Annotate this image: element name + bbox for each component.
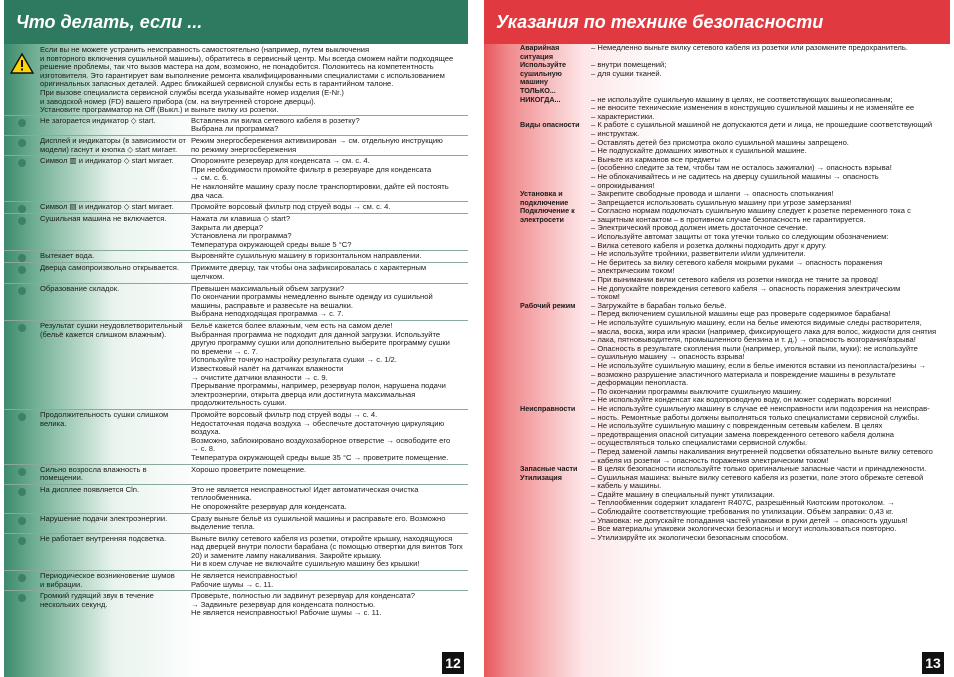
remedy-cell <box>191 514 468 533</box>
bullet-icon <box>18 205 26 213</box>
symptom-text: Дисплей и индикаторы (в зависимости от <box>40 135 187 145</box>
safety-text <box>591 405 950 465</box>
remedy-cell <box>191 321 468 409</box>
symptom-cell <box>40 284 191 320</box>
safety-line: – не вносите технические изменения в конструкцию сушильной машины и не изменяйте ее <box>591 103 915 113</box>
row-bullet <box>4 202 40 213</box>
safety-label: Аварийная ситуация <box>520 43 560 61</box>
intro-line: Установите программатор на Off (Выкл.) и выньте вилку из розетки. <box>40 105 279 115</box>
table-row <box>4 320 468 409</box>
safety-row <box>484 207 950 302</box>
row-bullet <box>4 465 40 484</box>
bullet-icon <box>18 254 26 262</box>
safety-line: – Теплообменник содержит хладагент R407C, разрешённый Киотским протоколом. → <box>591 498 895 508</box>
safety-line: – Перед включением сушильной машины еще раз проверьте содержимое барабана! <box>591 309 891 319</box>
safety-label: Запасные части <box>520 464 578 474</box>
bullet-icon <box>18 217 26 225</box>
safety-text <box>591 121 950 190</box>
symptom-cell <box>40 251 191 262</box>
remedy-cell <box>191 534 468 570</box>
intro-line: При вызове специалиста сервисной службы всегда указывайте номер изделия (E-Nr.) <box>40 87 344 97</box>
symptom-text: Вытекает вода. <box>40 251 95 261</box>
safety-line: – характеристики. <box>591 111 655 121</box>
safety-line: – защитным контактом – в противном случае безопасность не гарантируется. <box>591 214 866 224</box>
symptom-cell <box>40 156 191 201</box>
safety-line: – Не беритесь за вилку сетевого кабеля мокрыми руками → опасность поражения <box>591 257 883 267</box>
safety-row <box>484 302 950 405</box>
safety-line: – возможно разрушение эластичного материала и повреждение машины в результате <box>591 369 896 379</box>
safety-line: – Не используйте тройники, разветвители и/или удлинители. <box>591 249 806 259</box>
symptom-cell <box>40 514 191 533</box>
symptom-text: Результат сушки неудовлетворительный <box>40 321 183 331</box>
remedy-cell <box>191 202 468 213</box>
safety-line: – Не используйте сушильную машину с поврежденным сетевым кабелем. В целях <box>591 421 883 431</box>
safety-line: – Все материалы упаковки экологически безопасны и могут использоваться повторно. <box>591 524 897 534</box>
remedy-cell <box>191 214 468 250</box>
bullet-icon <box>18 119 26 127</box>
page-left <box>4 0 468 677</box>
remedy-cell <box>191 465 468 484</box>
safety-row <box>484 44 950 61</box>
remedy-text: Прижмите дверцу, так чтобы она зафиксировалась с характерным <box>191 263 427 273</box>
safety-label: НИКОГДА... <box>520 94 561 104</box>
remedy-text: Ни в коем случае не включайте сушильную машину без крышки! <box>191 559 420 569</box>
safety-label: Виды опасности <box>520 120 580 130</box>
safety-line: – сушильную машину → опасность взрыва! <box>591 352 745 362</box>
safety-line: – Не допускайте повреждения сетевого кабеля → опасность поражения электрическим <box>591 283 901 293</box>
safety-row <box>484 121 950 190</box>
row-bullet <box>4 136 40 155</box>
safety-line: – осуществляться только специалистами сервисной службы. <box>591 438 808 448</box>
safety-line: – Соблюдайте соответствующие требования по утилизации. Объём заправки: 0,43 кг. <box>591 507 894 517</box>
symptom-text: Сильно возросла влажность в <box>40 464 147 474</box>
intro-block <box>4 44 468 115</box>
safety-line: – Оставлять детей без присмотра около сушильной машины запрещено. <box>591 137 849 147</box>
safety-text <box>591 190 950 207</box>
table-row <box>4 409 468 464</box>
remedy-text: Установлена ли программа? <box>191 231 292 241</box>
symptom-cell <box>40 116 191 135</box>
safety-line: – для сушки тканей. <box>591 68 662 78</box>
safety-label: Неисправности <box>520 403 576 413</box>
safety-line: – предотвращения опасной ситуации замена поврежденного сетевого кабеля должна <box>591 429 895 439</box>
safety-row <box>484 190 950 207</box>
symptom-text: Образование складок. <box>40 283 120 293</box>
bullet-icon <box>18 266 26 274</box>
safety-label: Утилизация <box>520 472 562 482</box>
safety-label: Используйте сушильную машину ТОЛЬКО... <box>520 60 567 95</box>
symptom-cell <box>40 214 191 250</box>
table-row <box>4 283 468 320</box>
remedy-text: Закрыта ли дверца? <box>191 222 263 232</box>
safety-row <box>484 474 950 543</box>
safety-text <box>591 207 950 302</box>
remedy-text: Превышен максимальный объем загрузки? <box>191 283 345 293</box>
intro-line: и заводской номер (FD) вашего прибора (см. на внутренней стороне дверцы). <box>40 96 316 106</box>
safety-line: – Не используйте сушильную машину, если на белье имеются видимые следы растворителя, <box>591 318 922 327</box>
right-page-title: Указания по технике безопасности <box>484 0 950 44</box>
intro-text <box>40 46 468 115</box>
safety-line: – Используйте автомат защиты от тока утечки только со следующим обозначением: <box>591 232 889 242</box>
remedy-text: Промойте ворсовый фильтр под струей воды → с. 4. <box>191 409 378 419</box>
symptom-text: нескольких секунд. <box>40 599 108 609</box>
remedy-text: Не опорожняйте резервуар для конденсата. <box>191 501 347 511</box>
safety-text <box>591 302 950 405</box>
remedy-text: над дверцей внутри полости барабана (с помощью отвертки для винтов Torx <box>191 542 463 552</box>
remedy-text: 20) и замените лампу накаливания. Закройте крышку. <box>191 550 382 560</box>
remedy-text: При необходимости промойте фильтр в резервуаре для конденсата <box>191 164 432 174</box>
troubleshooting-table <box>4 115 468 619</box>
safety-row <box>484 61 950 95</box>
safety-text <box>591 474 950 543</box>
symptom-text: модели) гаснут и кнопка ◇ start мигает. <box>40 144 178 154</box>
bullet-icon <box>18 517 26 525</box>
remedy-text: → см. с. 6. <box>191 173 229 183</box>
safety-label: Подключение к электросети <box>520 206 575 224</box>
row-bullet <box>4 571 40 590</box>
table-row <box>4 201 468 213</box>
remedy-text: Не наклоняйте машину сразу после транспортировки, дайте ей постоять <box>191 181 449 191</box>
intro-line: оригинальных запасных деталей. Адрес ближайшей сервисной службы есть в гарантийном талоне. <box>40 79 394 89</box>
safety-line: – В целях безопасности используйте только оригинальные запасные части и принадлежности. <box>591 464 927 474</box>
remedy-text: другую программу сушки или дополнительно выберите программу сушки <box>191 338 450 348</box>
remedy-text: щелчком. <box>191 272 225 282</box>
remedy-text: Выбрана ли программа? <box>191 124 279 134</box>
safety-row <box>484 405 950 465</box>
remedy-cell <box>191 284 468 320</box>
safety-line: – Согласно нормам подключать сушильную машину следует к розетке переменного тока с <box>591 206 911 216</box>
symptom-cell <box>40 591 191 619</box>
remedy-text: Возможно, заблокировано воздухозаборное отверстие → освободите его <box>191 435 451 445</box>
table-row <box>4 513 468 533</box>
remedy-text: Температура окружающей среды выше 5 °С? <box>191 239 352 249</box>
remedy-text: → очистите датчики влажности → с. 9. <box>191 372 328 382</box>
safety-line: – не используйте сушильную машину в целях, не соответствующих вышеописанным; <box>591 94 893 104</box>
row-bullet <box>4 485 40 513</box>
safety-line: – По окончании программы выключите сушильную машину. <box>591 386 802 396</box>
symptom-text: Символ ▤ и индикатор ◇ start мигает. <box>40 202 174 212</box>
remedy-text: Прерывание программы, например, резервуар полон, нарушена подачи <box>191 381 446 391</box>
remedy-text: два часа. <box>191 190 225 200</box>
troubleshooting-section <box>4 44 468 619</box>
safety-line: – электрическим током! <box>591 266 675 276</box>
safety-line: – При вынимании вилки сетевого кабеля из розетки никогда не тяните за провод! <box>591 275 879 285</box>
remedy-text: Выбрана неподходящая программа → с. 7. <box>191 309 344 319</box>
remedy-text: → Задвиньте резервуар для конденсата полностью. <box>191 599 376 609</box>
remedy-text: Недостаточная подача воздуха → обеспечьте достаточную циркуляцию <box>191 418 445 428</box>
symptom-cell <box>40 534 191 570</box>
symptom-text: (бельё кажется слишком влажным). <box>40 329 167 339</box>
safety-line: – кабеля из розетки → опасность поражения электрическим током! <box>591 455 829 465</box>
safety-line: – Не используйте сушильную машину в случае её неисправности или подозрения на неисправ- <box>591 403 930 413</box>
symptom-cell <box>40 321 191 409</box>
bullet-icon <box>18 594 26 602</box>
remedy-text: воздуха. <box>191 427 221 437</box>
safety-line: – Не облокачивайтесь и не садитесь на дверцу сушильной машины → опасность <box>591 171 879 181</box>
remedy-text: Рабочие шумы → с. 11. <box>191 579 274 589</box>
safety-line: – (особенно следите за тем, чтобы там не осталось зажигалки) → опасность взрыва! <box>591 163 892 173</box>
remedy-text: Выровняйте сушильную машину в горизонтальном направлении. <box>191 251 422 261</box>
bullet-icon <box>18 324 26 332</box>
remedy-text: Режим энергосбережения активизирован → см. отдельную инструкцию <box>191 135 443 145</box>
symptom-text: На дисплее появляется Cln. <box>40 484 140 494</box>
safety-line: – Перед заменой лампы накаливания внутренней подсветки обязательно выньте вилку сетевого <box>591 446 933 456</box>
remedy-text: машины, расправьте и развесьте на вешалки. <box>191 300 353 310</box>
symptom-text: Символ ▥ и индикатор ◇ start мигает. <box>40 156 174 166</box>
safety-line: – лака, пятновыводителя, промышленного бензина и т. д.) → опасность возгорания/взрыва! <box>591 335 916 345</box>
symptom-cell <box>40 485 191 513</box>
remedy-text: По окончании программы немедленно выньте одежду из сушильной <box>191 292 433 302</box>
remedy-text: Выбранная программа не подходит для данной загрузки. Используйте <box>191 329 441 339</box>
intro-line: Если вы не можете устранить неисправность самостоятельно (например, путем выключения <box>40 45 370 54</box>
remedy-text: Это не является неисправностью! Идет автоматическая очистка <box>191 484 419 494</box>
safety-line: – Загружайте в барабан только бельё. <box>591 300 727 310</box>
intro-line: и повторного включения сушильной машины), обратитесь в сервисный центр. Мы всегда сможем найти подходящее <box>40 53 454 63</box>
remedy-text: электроэнергии, открыта дверца или достигнута максимальная <box>191 389 416 399</box>
remedy-text: Хорошо проветрите помещение. <box>191 464 307 474</box>
remedy-text: Не является неисправностью! Рабочие шумы → с. 11. <box>191 608 382 618</box>
remedy-text: по режиму энергосбережения <box>191 144 297 154</box>
safety-label: Установка и подключение <box>520 189 569 207</box>
safety-line: – опрокидывания! <box>591 180 655 190</box>
remedy-text: по времени → с. 7. <box>191 346 258 356</box>
page-number: 12 <box>442 652 464 674</box>
remedy-text: Выньте вилку сетевого кабеля из розетки, откройте крышку, находящуюся <box>191 533 453 543</box>
remedy-text: продолжительность сушки. <box>191 398 287 408</box>
remedy-text: Бельё кажется более влажным, чем есть на самом деле! <box>191 321 393 331</box>
page-right <box>484 0 950 677</box>
symptom-text: Периодическое возникновение шумов <box>40 571 175 581</box>
symptom-cell <box>40 136 191 155</box>
remedy-text: выделение тепла. <box>191 522 255 532</box>
row-bullet <box>4 156 40 201</box>
row-bullet <box>4 284 40 320</box>
symptom-text: помещении. <box>40 473 83 483</box>
safety-line: – инструктаж. <box>591 128 640 138</box>
remedy-text: Температура окружающей среды выше 35 °С → проветрите помещение. <box>191 452 449 462</box>
bullet-icon <box>18 287 26 295</box>
remedy-cell <box>191 485 468 513</box>
table-row <box>4 135 468 155</box>
remedy-cell <box>191 263 468 282</box>
table-row <box>4 115 468 135</box>
remedy-cell <box>191 571 468 590</box>
safety-line: – кабель у машины. <box>591 481 662 491</box>
symptom-text: велика. <box>40 418 67 428</box>
safety-line: – Утилизируйте их экологически безопасным способом. <box>591 532 789 542</box>
bullet-icon <box>18 468 26 476</box>
remedy-text: Нажата ли клавиша ◇ start? <box>191 214 291 224</box>
intro-line: решение проблемы, так что вызов мастера на дом, возможно, не понадобится. Положитесь на компетентность <box>40 62 434 72</box>
safety-text <box>591 44 950 61</box>
safety-line: – Не используйте конденсат как водопроводную воду, он может содержать ворсинки! <box>591 395 892 405</box>
remedy-cell <box>191 251 468 262</box>
safety-line: – Не используйте сушильную машину, если в белье имеются вставки из пенопласта/резины → <box>591 360 927 370</box>
symptom-text: Нарушение подачи электроэнергии. <box>40 513 168 523</box>
remedy-text: теплообменника. <box>191 493 252 503</box>
remedy-text: Проверьте, полностью ли задвинут резервуар для конденсата? <box>191 591 416 601</box>
table-row <box>4 533 468 570</box>
bullet-icon <box>18 537 26 545</box>
remedy-text: → с. 8. <box>191 444 216 454</box>
safety-line: – Вилка сетевого кабеля и розетка должны подходить друг к другу. <box>591 240 827 250</box>
safety-line: – деформации пенопласта. <box>591 378 689 388</box>
bullet-icon <box>18 139 26 147</box>
safety-row <box>484 96 950 122</box>
symptom-cell <box>40 410 191 464</box>
symptom-text: Не загорается индикатор ◇ start. <box>40 115 156 125</box>
row-bullet <box>4 534 40 570</box>
remedy-text: Промойте ворсовый фильтр под струей воды → см. с. 4. <box>191 202 391 212</box>
remedy-cell <box>191 591 468 619</box>
table-row <box>4 484 468 513</box>
row-bullet <box>4 214 40 250</box>
symptom-cell <box>40 571 191 590</box>
symptom-text: Громкий гудящий звук в течение <box>40 591 154 601</box>
table-row <box>4 213 468 250</box>
page-number: 13 <box>922 652 944 674</box>
safety-line: – Упаковка: не допускайте попадания частей упаковки в руки детей → опасность удушья! <box>591 515 908 525</box>
remedy-text: Не является неисправностью! <box>191 571 298 581</box>
safety-line: – Электрический провод должен иметь достаточное сечение. <box>591 223 808 233</box>
remedy-cell <box>191 116 468 135</box>
safety-line: – Сушильная машина: выньте вилку сетевого кабеля из розетки, поле этого обрежьте сетевой <box>591 472 924 482</box>
row-bullet <box>4 321 40 409</box>
symptom-text: и вибрации. <box>40 579 83 589</box>
row-bullet <box>4 514 40 533</box>
remedy-text: Опорожните резервуар для конденсата → см. с. 4. <box>191 156 370 166</box>
safety-line: – ность. Ремонтные работы должны выполняться только специалистами сервисной службы. <box>591 412 920 422</box>
safety-label: Рабочий режим <box>520 300 576 310</box>
remedy-cell <box>191 156 468 201</box>
safety-text <box>591 96 950 122</box>
table-row <box>4 250 468 262</box>
row-bullet <box>4 116 40 135</box>
safety-line: – Не подпускайте домашних животных к сушильной машине. <box>591 146 807 156</box>
remedy-cell <box>191 136 468 155</box>
safety-line: – Выньте из карманов все предметы <box>591 154 720 164</box>
safety-line: – К работе с сушильной машиной не допускаются дети и лица, не прошедшие соответствующий <box>591 120 933 130</box>
remedy-cell <box>191 410 468 464</box>
row-bullet <box>4 591 40 619</box>
safety-line: – Закрепите свободные провода и шланги → опасность спотыкания! <box>591 189 834 199</box>
safety-line: – Немедленно выньте вилку сетевого кабеля из розетки или разомкните предохранитель. <box>591 43 908 52</box>
safety-line: – Сдайте машину в специальный пункт утилизации. <box>591 489 775 499</box>
bullet-icon <box>18 413 26 421</box>
symptom-text: Дверца самопроизвольно открывается. <box>40 263 179 273</box>
row-bullet <box>4 410 40 464</box>
symptom-text: Продолжительность сушки слишком <box>40 409 169 419</box>
symptom-cell <box>40 202 191 213</box>
safety-line: – Запрещается использовать сушильную машину при угрозе замерзания! <box>591 197 852 207</box>
table-row <box>4 262 468 282</box>
remedy-text: Используйте точную настройку результата сушки → с. 1/2. <box>191 355 397 365</box>
row-bullet <box>4 263 40 282</box>
warning-icon <box>4 46 40 115</box>
row-bullet <box>4 251 40 262</box>
bullet-icon <box>18 574 26 582</box>
bullet-icon <box>18 159 26 167</box>
bullet-icon <box>18 488 26 496</box>
table-row <box>4 155 468 201</box>
table-row <box>4 590 468 619</box>
safety-line: – внутри помещений; <box>591 60 667 70</box>
remedy-text: Вставлена ли вилка сетевого кабеля в розетку? <box>191 115 360 125</box>
symptom-cell <box>40 263 191 282</box>
table-row <box>4 570 468 590</box>
safety-section <box>484 44 950 542</box>
remedy-text: Известковый налёт на датчиках влажности <box>191 364 344 373</box>
left-page-title: Что делать, если ... <box>4 0 468 44</box>
remedy-text: Сразу выньте бельё из сушильной машины и расправьте его. Возможно <box>191 513 446 523</box>
symptom-cell <box>40 465 191 484</box>
intro-line: изготовителя. Это гарантирует вам выполнение ремонта квалифицированными специалистами с использованием <box>40 70 445 80</box>
safety-line: – Опасность в результате скопления пыли (например, угольной пыли, муки): не используйте <box>591 343 918 353</box>
safety-line: – масла, воска, жира или краски (например, фиксирующего лака для волос, жидкости для снятия <box>591 326 937 336</box>
safety-line: – током! <box>591 292 620 302</box>
table-row <box>4 464 468 484</box>
safety-text <box>591 61 950 95</box>
symptom-text: Сушильная машина не включается. <box>40 214 167 224</box>
symptom-text: Не работает внутренняя подсветка. <box>40 533 167 543</box>
